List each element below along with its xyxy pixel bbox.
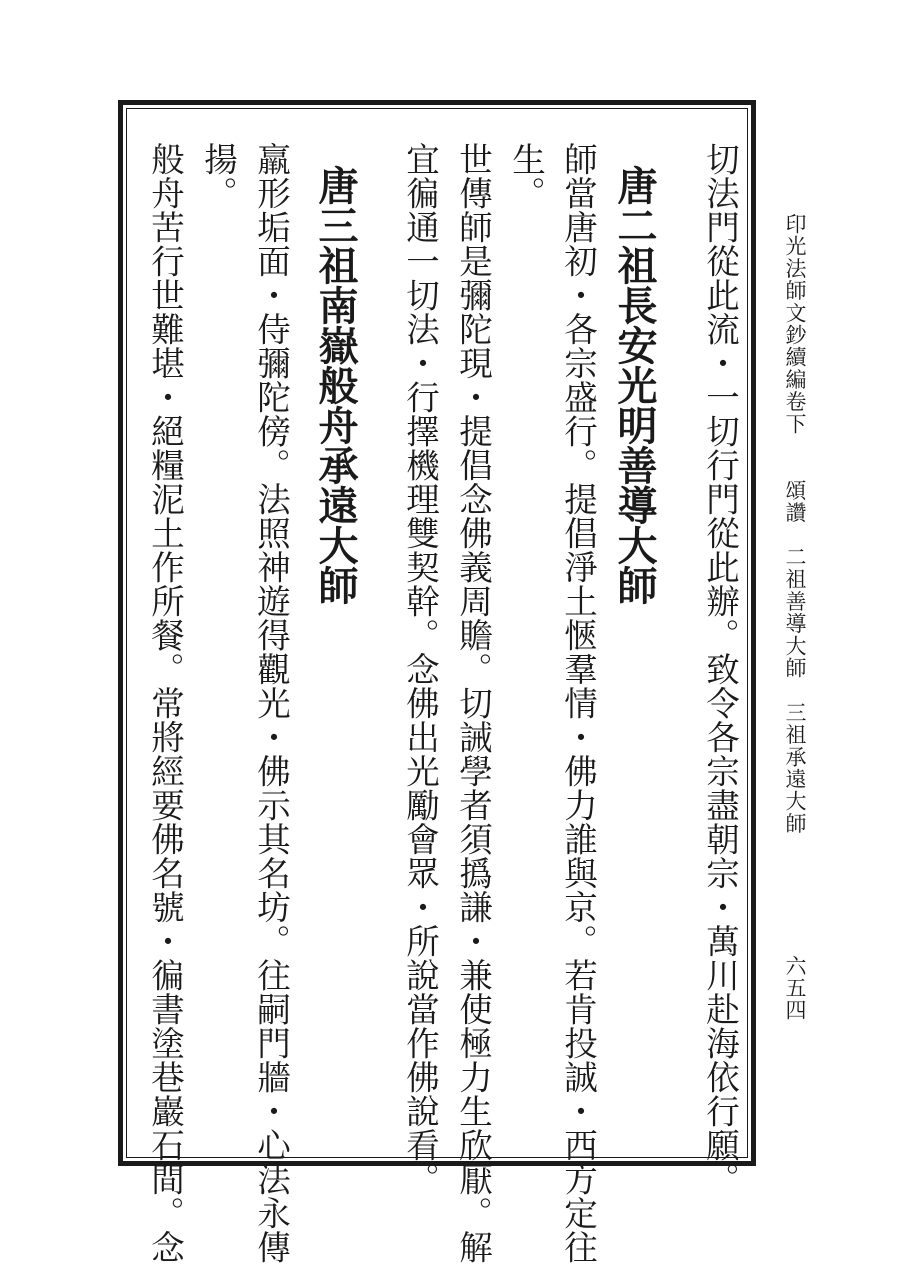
text-column-3: 師當唐初・各宗盛行。提倡淨土愜羣情・佛力誰與京。若肯投誠・西方定往: [558, 142, 598, 1264]
running-header-book: 印光法師文鈔續編卷下: [783, 213, 807, 435]
heading-chengyuan: 唐三祖南嶽般舟承遠大師: [312, 165, 359, 605]
running-header-subject-1: 二祖善導大師: [783, 546, 807, 680]
text-column-2: 生。: [506, 142, 546, 210]
text-column-7: 揚。: [198, 142, 238, 210]
heading-shandao: 唐二祖長安光明善導大師: [611, 165, 658, 605]
running-header-section: 頌讚: [783, 479, 807, 524]
text-column-1: 切法門從此流・一切行門從此辦。致令各宗盡朝宗・萬川赴海依行願。: [700, 142, 740, 1196]
text-column-5: 宜徧通一切法・行擇機理雙契幹。念佛出光勵會眾・所說當作佛說看。: [400, 142, 440, 1196]
text-column-6: 羸形垢面・侍彌陀傍。法照神遊得觀光・佛示其名坊。往嗣門牆・心法永傳: [251, 142, 291, 1264]
running-header: [781, 213, 805, 835]
page-number: 六五四: [783, 955, 807, 1021]
text-column-8: 般舟苦行世難堪・絕糧泥土作所餐。常將經要佛名號・徧書塗巷巖石間。念: [145, 142, 185, 1264]
text-column-4: 世傳師是彌陀現・提倡念佛義周贍。切誡學者須撝謙・兼使極力生欣厭。解: [453, 142, 493, 1264]
running-header-subject-2: 三祖承遠大師: [783, 701, 807, 835]
